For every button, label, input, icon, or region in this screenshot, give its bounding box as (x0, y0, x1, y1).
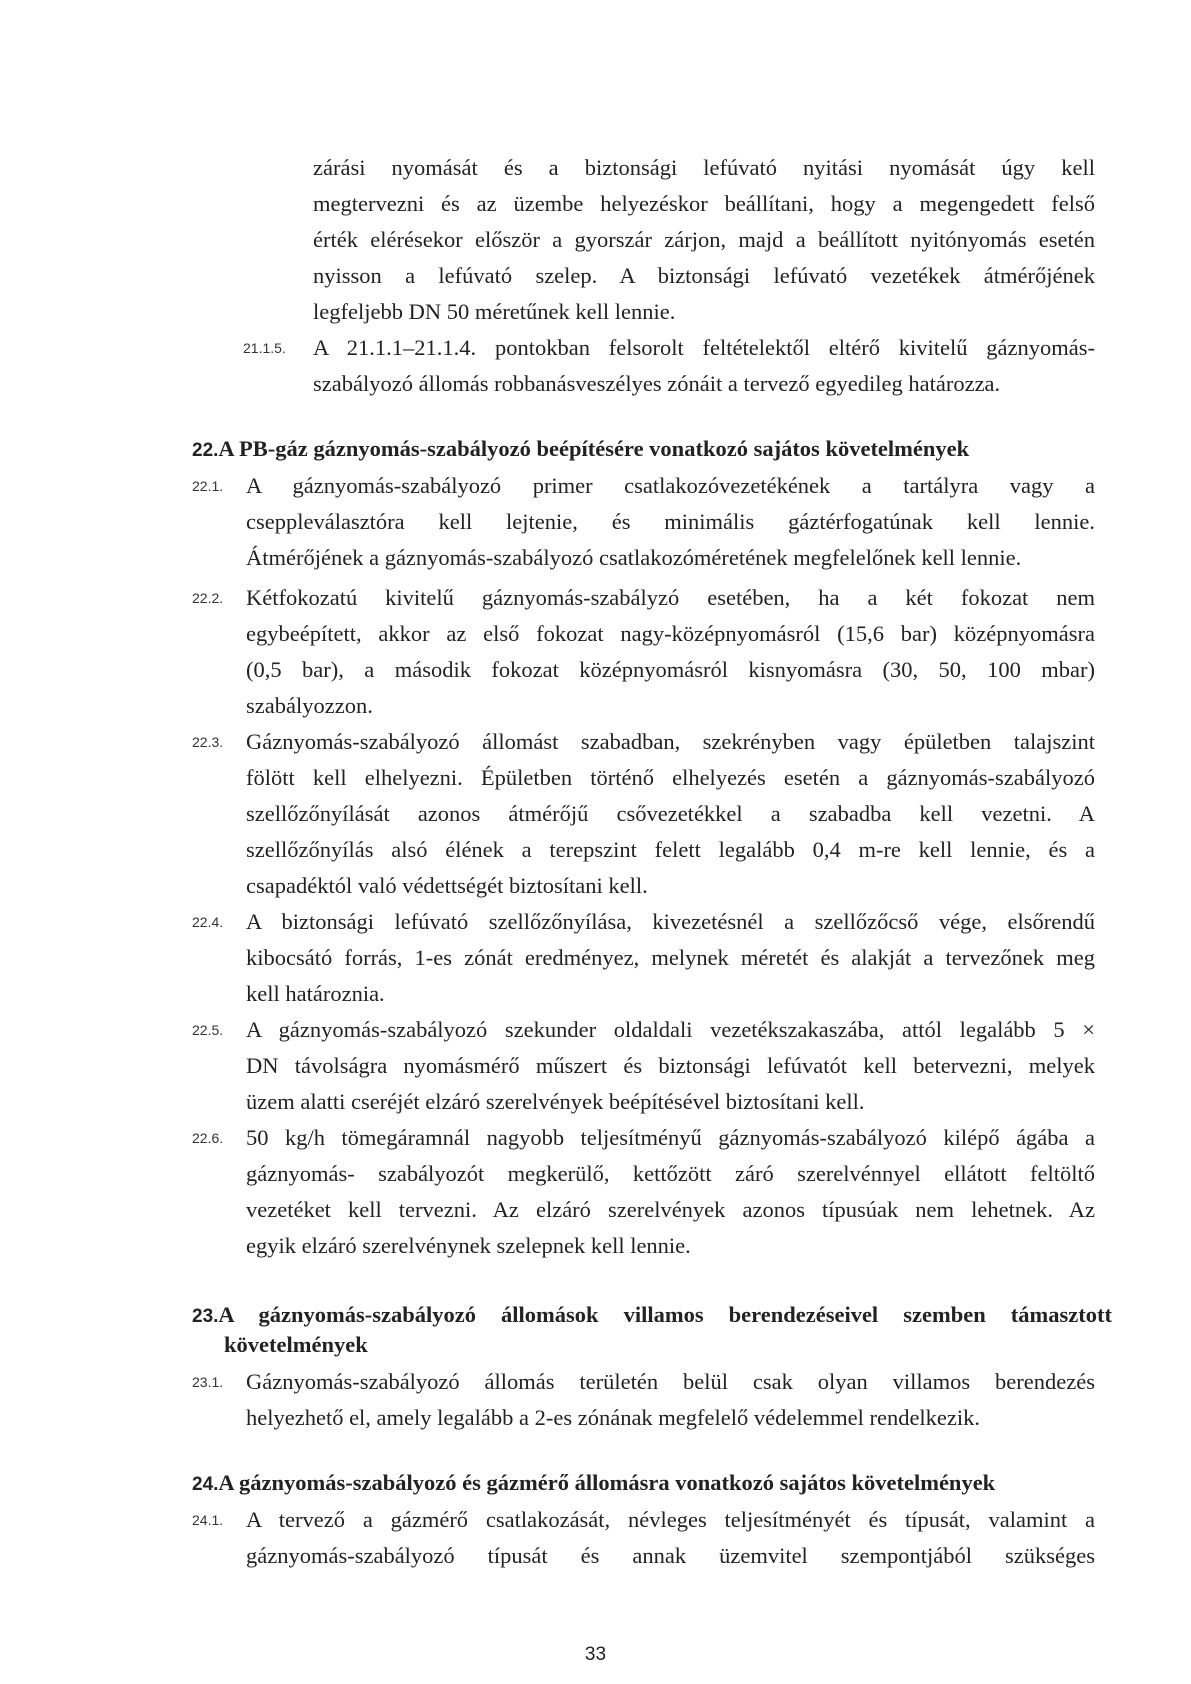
intro-line-3: érték elérésekor először a gyorszár zárjon, majd a beállított nyitónyomás esetén (313, 227, 1095, 252)
section-22-heading (192, 434, 969, 466)
item-line-1: A 21.1.1–21.1.4. pontokban felsorolt feltételektől eltérő kivitelű gáznyomás- (313, 335, 1095, 360)
item-line-3: üzem alatti cseréjét elzáró szerelvények beépítésével biztosítani kell. (246, 1089, 865, 1114)
item-line-1: Kétfokozatú kivitelű gáznyomás-szabályzó esetében, ha a két fokozat nem (246, 585, 1095, 610)
page-number: 33 (584, 1644, 607, 1665)
item-line-2: gáznyomás- szabályozót megkerülő, kettőzött záró szerelvénnyel ellátott feltöltő (246, 1161, 1095, 1186)
section-number: 24. (192, 1474, 219, 1495)
item-line-1: Gáznyomás-szabályozó állomást szabadban, szekrényben vagy épületben talajszint (246, 729, 1095, 754)
item-line-2: gáznyomás-szabályozó típusát és annak üzemvitel szempontjából szükséges (246, 1543, 1095, 1568)
item-line-1: 50 kg/h tömegáramnál nagyobb teljesítményű gáznyomás-szabályozó kilépő ágába a (246, 1125, 1095, 1150)
item-line-2: szabályozó állomás robbanásveszélyes zónáit a tervező egyedileg határozza. (313, 371, 1001, 396)
item-line-2: fölött kell elhelyezni. Épületben történő elhelyezés esetén a gáznyomás-szabályozó (246, 765, 1095, 790)
item-line-5: csapadéktól való védettségét biztosítani kell. (246, 873, 648, 898)
item-line-2: helyezhető el, amely legalább a 2-es zónának megfelelő védelemmel rendelkezik. (246, 1405, 981, 1430)
item-line-3: vezetéket kell tervezni. Az elzáró szerelvények azonos típusúak nem lehetnek. Az (246, 1197, 1095, 1222)
section-number: 22. (192, 440, 219, 461)
section-number: 23. (192, 1306, 219, 1327)
intro-line-2: megtervezni és az üzembe helyezéskor beállítani, hogy a megengedett felső (313, 191, 1095, 216)
item-line-1: A gáznyomás-szabályozó szekunder oldaldali vezetékszakaszába, attól legalább 5 × (246, 1017, 1095, 1042)
item-line-1: A tervező a gázmérő csatlakozását, névleges teljesítményét és típusát, valamint a (246, 1507, 1095, 1532)
item-number: 22.4. (192, 914, 224, 930)
item-number: 22.2. (192, 590, 224, 606)
item-line-4: szellőzőnyílás alsó élének a terepszint felett legalább 0,4 m-re kell lennie, és a (246, 837, 1095, 862)
intro-line-5: legfeljebb DN 50 méretűnek kell lennie. (313, 299, 676, 324)
item-number: 22.5. (192, 1022, 224, 1038)
item-number: 22.6. (192, 1130, 224, 1146)
item-line-2: DN távolságra nyomásmérő műszert és biztonsági lefúvatót kell betervezni, melyek (246, 1053, 1095, 1078)
item-line-3: kell határoznia. (246, 981, 385, 1006)
item-number: 23.1. (192, 1374, 224, 1390)
intro-line-4: nyisson a lefúvató szelep. A biztonsági lefúvató vezetékek átmérőjének (313, 263, 1095, 288)
section-23-heading-line-2: követelmények (224, 1332, 368, 1357)
section-24-heading (192, 1468, 995, 1500)
intro-line-1: zárási nyomását és a biztonsági lefúvató nyitási nyomását úgy kell (313, 155, 1095, 180)
item-number: 21.1.5. (243, 340, 286, 356)
item-line-1: A gáznyomás-szabályozó primer csatlakozóvezetékének a tartályra vagy a (246, 473, 1095, 498)
item-line-3: (0,5 bar), a második fokozat középnyomásról kisnyomásra (30, 50, 100 mbar) (246, 657, 1095, 682)
section-23-heading (192, 1300, 1112, 1332)
item-line-4: egyik elzáró szerelvénynek szelepnek kell lennie. (246, 1233, 691, 1258)
item-line-2: kibocsátó forrás, 1-es zónát eredményez, melynek méretét és alakját a tervezőnek meg (246, 945, 1095, 970)
section-title: A PB-gáz gáznyomás-szabályozó beépítésére vonatkozó sajátos követelmények (218, 436, 970, 461)
item-line-3: szellőzőnyílását azonos átmérőjű csővezetékkel a szabadba kell vezetni. A (246, 801, 1095, 826)
item-line-1: Gáznyomás-szabályozó állomás területén belül csak olyan villamos berendezés (246, 1369, 1095, 1394)
section-title-line-1: A gáznyomás-szabályozó állomások villamos berendezéseivel szemben támasztott (218, 1302, 1112, 1327)
item-number: 24.1. (192, 1512, 224, 1528)
item-line-3: Átmérőjének a gáznyomás-szabályozó csatlakozóméretének megfelelőnek kell lennie. (246, 545, 1022, 570)
item-line-4: szabályozzon. (246, 693, 373, 718)
item-number: 22.3. (192, 734, 224, 750)
item-line-2: cseppleválasztóra kell lejtenie, és minimális gáztérfogatúnak kell lennie. (246, 509, 1095, 534)
item-line-2: egybeépített, akkor az első fokozat nagy-középnyomásról (15,6 bar) középnyomásra (246, 621, 1095, 646)
item-line-1: A biztonsági lefúvató szellőzőnyílása, kivezetésnél a szellőzőcső vége, elsőrendű (246, 909, 1095, 934)
item-number: 22.1. (192, 478, 224, 494)
section-title: A gáznyomás-szabályozó és gázmérő állomásra vonatkozó sajátos követelmények (218, 1470, 996, 1495)
